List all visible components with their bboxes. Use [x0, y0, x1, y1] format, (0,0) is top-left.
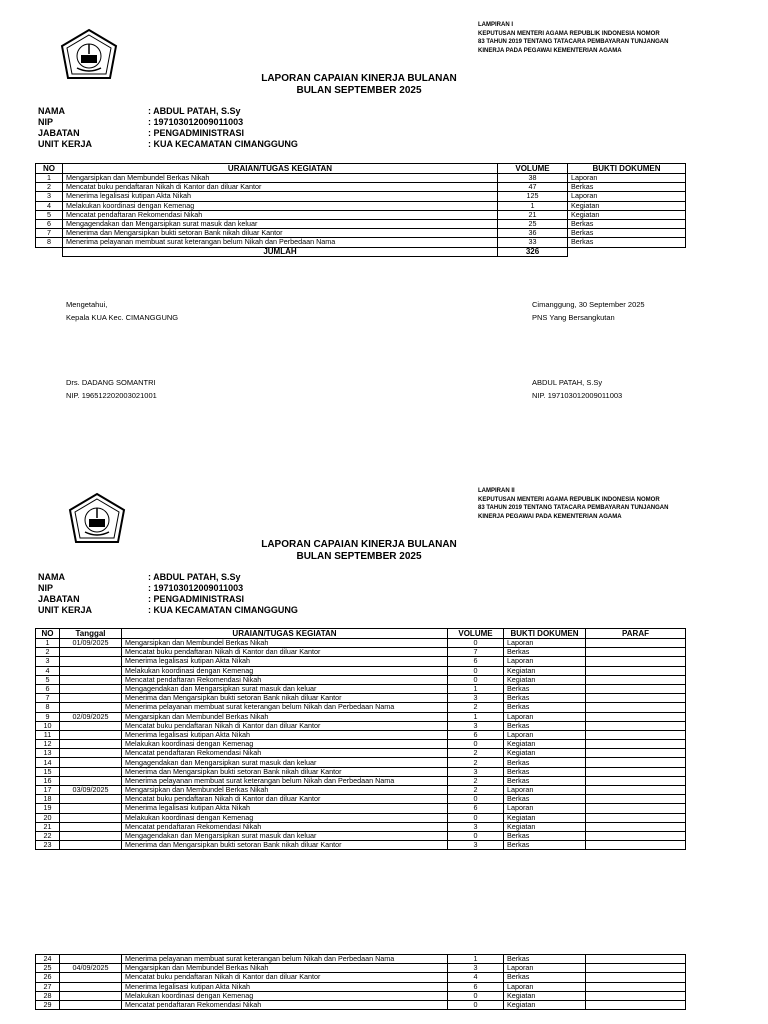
table-row: [36, 183, 686, 192]
table-cell: [60, 684, 122, 693]
table-cell: [586, 822, 686, 831]
table-cell: 6: [448, 804, 504, 813]
table-cell: Mengagendakan dan Mengarsipkan surat masuk dan keluar: [122, 758, 448, 767]
table-cell: [60, 740, 122, 749]
table-cell: [586, 841, 686, 850]
table-cell: [60, 973, 122, 982]
table-cell: [586, 982, 686, 991]
table-row: [36, 192, 686, 201]
table-cell: [586, 639, 686, 648]
table-cell: 11: [36, 730, 60, 739]
table-cell: Mengarsipkan dan Membundel Berkas Nikah: [63, 174, 498, 183]
table-cell: 0: [448, 1000, 504, 1009]
table-cell: 3: [36, 657, 60, 666]
daily-table-continued: [35, 954, 686, 1010]
table-cell: [60, 795, 122, 804]
table-cell: Kegiatan: [568, 210, 686, 219]
table-cell: 5: [36, 210, 63, 219]
table-cell: 125: [498, 192, 568, 201]
table-cell: 19: [36, 804, 60, 813]
table-cell: 4: [36, 666, 60, 675]
table-cell: Laporan: [504, 786, 586, 795]
table-cell: 14: [36, 758, 60, 767]
table-cell: [586, 804, 686, 813]
table-cell: 0: [448, 639, 504, 648]
table-cell: 2: [36, 183, 63, 192]
table-cell: [60, 831, 122, 840]
table-cell: Mencatat buku pendaftaran Nikah di Kantor dan diluar Kantor: [122, 648, 448, 657]
table-cell: 6: [448, 730, 504, 739]
table-cell: 04/09/2025: [60, 964, 122, 973]
table-cell: [60, 730, 122, 739]
table-cell: 1: [448, 955, 504, 964]
table-cell: [586, 684, 686, 693]
table-cell: [60, 776, 122, 785]
table-cell: Berkas: [504, 776, 586, 785]
table-row: [36, 229, 686, 238]
table-cell: 6: [36, 684, 60, 693]
table-cell: 13: [36, 749, 60, 758]
table-row: [36, 740, 686, 749]
table-cell: 9: [36, 712, 60, 721]
col-header: BUKTI DOKUMEN: [504, 629, 586, 639]
table-row: [36, 758, 686, 767]
table-cell: Laporan: [568, 192, 686, 201]
table-cell: 0: [448, 795, 504, 804]
col-header: NO: [36, 629, 60, 639]
table-cell: Kegiatan: [504, 813, 586, 822]
table-cell: Berkas: [504, 694, 586, 703]
table-cell: 1: [498, 201, 568, 210]
table-cell: 3: [448, 767, 504, 776]
table-cell: Kegiatan: [504, 991, 586, 1000]
table-cell: 0: [448, 813, 504, 822]
table-row: [36, 982, 686, 991]
table-cell: Berkas: [504, 767, 586, 776]
table-row: [36, 219, 686, 228]
table-cell: Kegiatan: [504, 822, 586, 831]
table-cell: Laporan: [504, 712, 586, 721]
table-cell: 01/09/2025: [60, 639, 122, 648]
table-row: [36, 991, 686, 1000]
table-row: [36, 712, 686, 721]
table-cell: 5: [36, 675, 60, 684]
table-cell: [60, 1000, 122, 1009]
table-cell: [586, 721, 686, 730]
table-cell: 29: [36, 1000, 60, 1009]
col-header: URAIAN/TUGAS KEGIATAN: [122, 629, 448, 639]
lampiran-ii: LAMPIRAN II KEPUTUSAN MENTERI AGAMA REPUBLIK INDONESIA NOMOR 83 TAHUN 2019 TENTANG TATACARA PEMBAYARAN TUNJANGAN KINERJA PEGAWAI PADA KEMENTERIAN AGAMA: [478, 488, 669, 520]
table-cell: [586, 648, 686, 657]
table-cell: 4: [36, 201, 63, 210]
table-cell: Mengarsipkan dan Membundel Berkas Nikah: [122, 786, 448, 795]
table-row: [36, 675, 686, 684]
table-cell: Laporan: [504, 657, 586, 666]
table-row: [36, 795, 686, 804]
table-cell: 20: [36, 813, 60, 822]
table-cell: 3: [36, 192, 63, 201]
table-cell: [586, 666, 686, 675]
table-cell: [586, 991, 686, 1000]
table-cell: Menerima pelayanan membuat surat keterangan belum Nikah dan Perbedaan Nama: [122, 776, 448, 785]
table-cell: 23: [36, 841, 60, 850]
table-cell: 15: [36, 767, 60, 776]
table-cell: Mencatat buku pendaftaran Nikah di Kantor dan diluar Kantor: [122, 973, 448, 982]
table-cell: 16: [36, 776, 60, 785]
table-cell: Mencatat buku pendaftaran Nikah di Kantor dan diluar Kantor: [122, 721, 448, 730]
table-cell: Melakukan koordinasi dengan Kemenag: [122, 991, 448, 1000]
table-cell: Melakukan koordinasi dengan Kemenag: [122, 813, 448, 822]
table-cell: Menerima dan Mengarsipkan bukti setoran Bank nikah diluar Kantor: [63, 229, 498, 238]
table-cell: [586, 786, 686, 795]
table-cell: 6: [448, 657, 504, 666]
table-cell: 7: [448, 648, 504, 657]
table-row: [36, 703, 686, 712]
table-cell: [586, 964, 686, 973]
table-cell: Kegiatan: [504, 749, 586, 758]
table-cell: [586, 749, 686, 758]
table-cell: 10: [36, 721, 60, 730]
table-cell: Berkas: [504, 648, 586, 657]
col-header: NO: [36, 164, 63, 174]
col-header: PARAF: [586, 629, 686, 639]
table-row: [36, 721, 686, 730]
table-cell: [60, 749, 122, 758]
table-cell: Menerima dan Mengarsipkan bukti setoran Bank nikah diluar Kantor: [122, 694, 448, 703]
daily-table: [35, 628, 686, 850]
table-row: [36, 694, 686, 703]
table-cell: Berkas: [504, 955, 586, 964]
table-cell: Menerima legalisasi kutipan Akta Nikah: [122, 804, 448, 813]
table-cell: 17: [36, 786, 60, 795]
table-cell: 26: [36, 973, 60, 982]
table-row: [36, 730, 686, 739]
table-row: [36, 201, 686, 210]
table-row: [36, 964, 686, 973]
table-row: [36, 955, 686, 964]
table-cell: [586, 813, 686, 822]
report-title: LAPORAN CAPAIAN KINERJA BULANAN BULAN SEPTEMBER 2025: [261, 539, 457, 562]
table-cell: Mencatat buku pendaftaran Nikah di Kantor dan diluar Kantor: [63, 183, 498, 192]
total-value: 326: [498, 247, 568, 256]
table-cell: Mengagendakan dan Mengarsipkan surat masuk dan keluar: [122, 831, 448, 840]
table-cell: 1: [448, 712, 504, 721]
employee-info: NAMA : ABDUL PATAH, S.Sy NIP : 197103012009011003 JABATAN : PENGADMINISTRASI UNIT KERJA : KUA KECAMATAN CIMANGGUNG: [38, 106, 298, 149]
table-cell: Laporan: [504, 804, 586, 813]
table-row: [36, 841, 686, 850]
table-cell: Menerima legalisasi kutipan Akta Nikah: [122, 730, 448, 739]
table-cell: 0: [448, 991, 504, 1000]
table-row: [36, 786, 686, 795]
table-cell: Kegiatan: [504, 1000, 586, 1009]
table-cell: Mencatat pendaftaran Rekomendasi Nikah: [122, 1000, 448, 1009]
table-cell: [586, 694, 686, 703]
table-cell: [60, 657, 122, 666]
table-cell: Berkas: [568, 229, 686, 238]
table-cell: 38: [498, 174, 568, 183]
total-row: [36, 247, 686, 256]
table-row: [36, 804, 686, 813]
table-cell: Menerima dan Mengarsipkan bukti setoran Bank nikah diluar Kantor: [122, 841, 448, 850]
table-cell: [586, 973, 686, 982]
table-cell: Menerima legalisasi kutipan Akta Nikah: [122, 982, 448, 991]
table-cell: Melakukan koordinasi dengan Kemenag: [63, 201, 498, 210]
table-cell: 0: [448, 740, 504, 749]
table-cell: Mengagendakan dan Mengarsipkan surat masuk dan keluar: [122, 684, 448, 693]
total-label: JUMLAH: [63, 247, 498, 256]
col-header: VOLUME: [498, 164, 568, 174]
table-cell: [586, 740, 686, 749]
table-cell: Berkas: [504, 795, 586, 804]
table-cell: 36: [498, 229, 568, 238]
table-cell: 2: [448, 749, 504, 758]
table-cell: 3: [448, 964, 504, 973]
table-cell: Mencatat buku pendaftaran Nikah di Kantor dan diluar Kantor: [122, 795, 448, 804]
table-cell: 25: [36, 964, 60, 973]
table-cell: 8: [36, 238, 63, 247]
table-row: [36, 238, 686, 247]
col-header: VOLUME: [448, 629, 504, 639]
table-cell: [60, 648, 122, 657]
table-cell: Berkas: [504, 973, 586, 982]
table-cell: 2: [448, 786, 504, 795]
table-cell: Menerima dan Mengarsipkan bukti setoran Bank nikah diluar Kantor: [122, 767, 448, 776]
table-cell: 47: [498, 183, 568, 192]
table-cell: [60, 841, 122, 850]
table-cell: Mencatat pendaftaran Rekomendasi Nikah: [122, 749, 448, 758]
table-cell: Berkas: [568, 183, 686, 192]
table-cell: [60, 813, 122, 822]
table-row: [36, 822, 686, 831]
table-cell: [60, 982, 122, 991]
table-cell: [60, 758, 122, 767]
table-cell: 0: [448, 831, 504, 840]
table-cell: Berkas: [504, 758, 586, 767]
table-cell: 2: [448, 776, 504, 785]
table-cell: 21: [498, 210, 568, 219]
table-cell: [60, 804, 122, 813]
table-cell: [586, 1000, 686, 1009]
table-cell: [60, 822, 122, 831]
table-cell: 7: [36, 694, 60, 703]
table-cell: 27: [36, 982, 60, 991]
table-cell: Kegiatan: [568, 201, 686, 210]
table-cell: Menerima legalisasi kutipan Akta Nikah: [122, 657, 448, 666]
table-row: [36, 684, 686, 693]
table-row: [36, 174, 686, 183]
table-cell: 4: [448, 973, 504, 982]
table-cell: [60, 955, 122, 964]
table-cell: Mencatat pendaftaran Rekomendasi Nikah: [122, 822, 448, 831]
table-cell: 3: [448, 694, 504, 703]
table-cell: 24: [36, 955, 60, 964]
table-cell: Mengarsipkan dan Membundel Berkas Nikah: [122, 964, 448, 973]
signature-left: Mengetahui, Kepala KUA Kec. CIMANGGUNG: [66, 300, 179, 322]
table-cell: [586, 795, 686, 804]
table-cell: Melakukan koordinasi dengan Kemenag: [122, 666, 448, 675]
table-cell: 2: [36, 648, 60, 657]
table-cell: Mencatat pendaftaran Rekomendasi Nikah: [122, 675, 448, 684]
table-cell: 0: [448, 666, 504, 675]
employee-info: NAMA : ABDUL PATAH, S.Sy NIP : 197103012009011003 JABATAN : PENGADMINISTRASI UNIT KERJA : KUA KECAMATAN CIMANGGUNG: [38, 572, 298, 615]
table-cell: [586, 767, 686, 776]
table-cell: [586, 703, 686, 712]
table-cell: Laporan: [504, 639, 586, 648]
table-row: [36, 767, 686, 776]
table-cell: 8: [36, 703, 60, 712]
table-cell: [60, 694, 122, 703]
table-cell: 7: [36, 229, 63, 238]
table-cell: [60, 675, 122, 684]
table-cell: 28: [36, 991, 60, 1000]
table-cell: 21: [36, 822, 60, 831]
col-header: BUKTI DOKUMEN: [568, 164, 686, 174]
table-cell: Laporan: [504, 982, 586, 991]
table-cell: Berkas: [504, 703, 586, 712]
table-cell: Mengagendakan dan Mengarsipkan surat masuk dan keluar: [63, 219, 498, 228]
table-cell: Berkas: [568, 219, 686, 228]
table-cell: Kegiatan: [504, 740, 586, 749]
table-cell: Menerima pelayanan membuat surat keterangan belum Nikah dan Perbedaan Nama: [63, 238, 498, 247]
table-cell: [586, 730, 686, 739]
table-cell: [60, 991, 122, 1000]
table-cell: Mengarsipkan dan Membundel Berkas Nikah: [122, 639, 448, 648]
table-cell: [586, 712, 686, 721]
summary-table: [35, 163, 686, 257]
table-cell: 25: [498, 219, 568, 228]
table-row: [36, 639, 686, 648]
table-row: [36, 657, 686, 666]
table-cell: [586, 955, 686, 964]
table-cell: [60, 721, 122, 730]
table-cell: 18: [36, 795, 60, 804]
lampiran-i: LAMPIRAN I KEPUTUSAN MENTERI AGAMA REPUBLIK INDONESIA NOMOR 83 TAHUN 2019 TENTANG TATACARA PEMBAYARAN TUNJANGAN KINERJA PADA PEGAWAI KEMENTERIAN AGAMA: [478, 22, 669, 54]
table-cell: Laporan: [504, 730, 586, 739]
table-cell: 22: [36, 831, 60, 840]
table-cell: Kegiatan: [504, 666, 586, 675]
table-cell: Menerima pelayanan membuat surat keterangan belum Nikah dan Perbedaan Nama: [122, 703, 448, 712]
signature-left-name: Drs. DADANG SOMANTRI NIP. 196512202003021001: [66, 378, 157, 400]
table-cell: Laporan: [568, 174, 686, 183]
table-cell: 6: [36, 219, 63, 228]
table-row: [36, 813, 686, 822]
table-cell: 3: [448, 841, 504, 850]
table-cell: Berkas: [504, 831, 586, 840]
table-row: [36, 648, 686, 657]
table-row: [36, 973, 686, 982]
table-cell: Laporan: [504, 964, 586, 973]
table-cell: 1: [448, 684, 504, 693]
table-cell: 33: [498, 238, 568, 247]
table-cell: Berkas: [504, 841, 586, 850]
table-cell: 3: [448, 721, 504, 730]
table-cell: 12: [36, 740, 60, 749]
table-cell: Kegiatan: [504, 675, 586, 684]
table-row: [36, 831, 686, 840]
table-cell: Menerima legalisasi kutipan Akta Nikah: [63, 192, 498, 201]
table-cell: [586, 831, 686, 840]
signature-right: Cimanggung, 30 September 2025 PNS Yang Bersangkutan: [532, 300, 645, 322]
table-cell: Berkas: [504, 684, 586, 693]
table-row: [36, 749, 686, 758]
table-row: [36, 1000, 686, 1009]
table-cell: 1: [36, 174, 63, 183]
table-cell: [60, 703, 122, 712]
table-cell: Mengarsipkan dan Membundel Berkas Nikah: [122, 712, 448, 721]
table-cell: 2: [448, 703, 504, 712]
table-cell: 3: [448, 822, 504, 831]
table-cell: [586, 657, 686, 666]
table-cell: 0: [448, 675, 504, 684]
col-header: URAIAN/TUGAS KEGIATAN: [63, 164, 498, 174]
table-cell: Berkas: [568, 238, 686, 247]
table-cell: 02/09/2025: [60, 712, 122, 721]
table-cell: Berkas: [504, 721, 586, 730]
table-cell: [586, 675, 686, 684]
table-row: [36, 666, 686, 675]
table-cell: Melakukan koordinasi dengan Kemenag: [122, 740, 448, 749]
report-title: LAPORAN CAPAIAN KINERJA BULANAN BULAN SEPTEMBER 2025: [261, 73, 457, 96]
table-cell: [586, 758, 686, 767]
table-row: [36, 776, 686, 785]
col-header: Tanggal: [60, 629, 122, 639]
table-cell: [60, 666, 122, 675]
table-cell: 6: [448, 982, 504, 991]
table-cell: 03/09/2025: [60, 786, 122, 795]
table-cell: Mencatat pendaftaran Rekomendasi Nikah: [63, 210, 498, 219]
table-cell: 1: [36, 639, 60, 648]
table-row: [36, 210, 686, 219]
table-cell: Menerima pelayanan membuat surat keterangan belum Nikah dan Perbedaan Nama: [122, 955, 448, 964]
table-cell: 2: [448, 758, 504, 767]
signature-right-name: ABDUL PATAH, S.Sy NIP. 197103012009011003: [532, 378, 623, 400]
table-cell: [586, 776, 686, 785]
table-cell: [60, 767, 122, 776]
